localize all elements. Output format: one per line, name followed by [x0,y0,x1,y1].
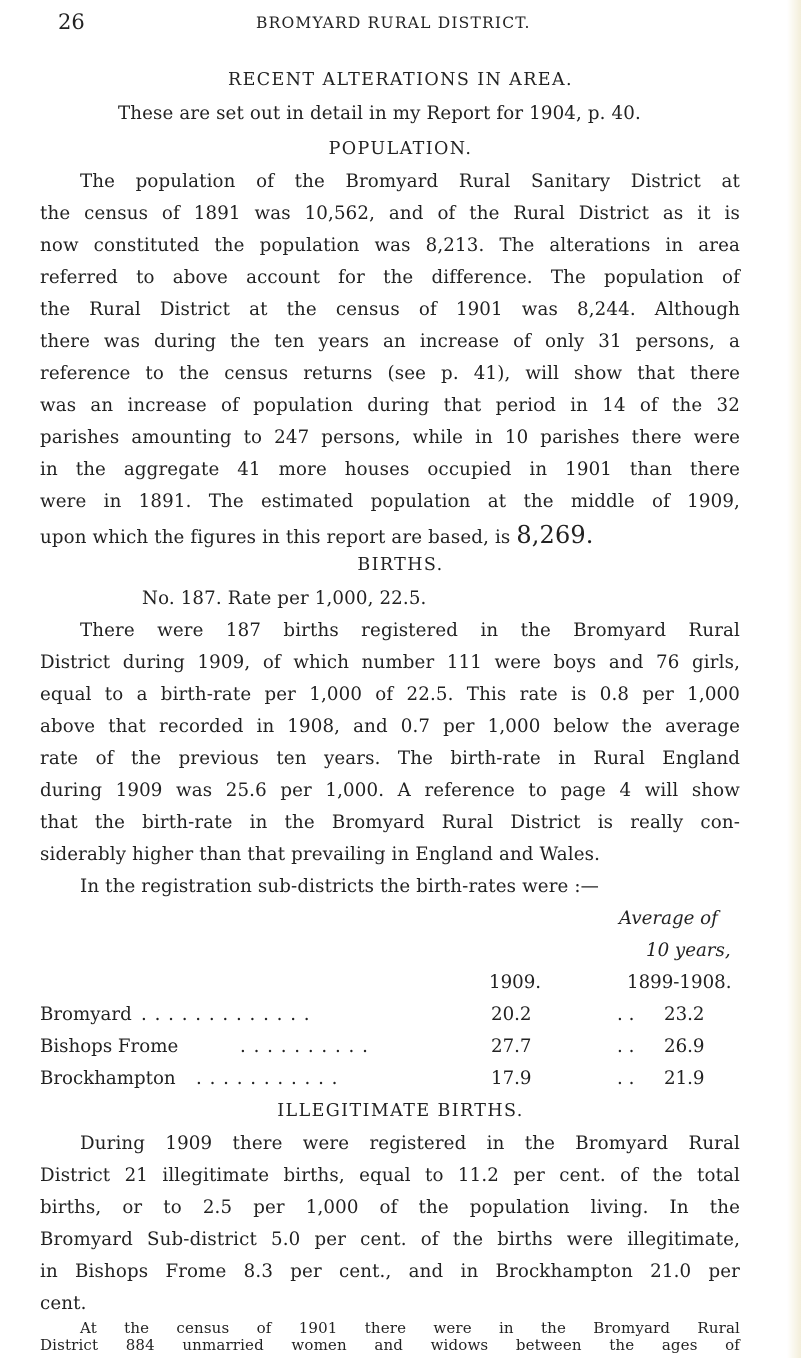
table-avg-header-2: 10 years, [646,940,731,961]
row-value-avg: 23.2 [664,1004,705,1025]
illegitimate-line: District 21 illegitimate births, equal to 11.2 per cent. of the total [40,1165,740,1186]
heading-alterations: RECENT ALTERATIONS IN AREA. [228,70,573,90]
row-district-name: Brockhampton [40,1068,176,1089]
page-edge-shadow [787,0,801,1358]
births-line: There were 187 births registered in the Bromyard Rural [80,620,740,641]
population-line: there was during the ten years an increase of only 31 persons, a [40,331,740,352]
births-line: during 1909 was 25.6 per 1,000. A reference to page 4 will show [40,780,740,801]
row-value-avg: 21.9 [664,1068,705,1089]
heading-births: BIRTHS. [357,555,444,575]
population-line: the census of 1891 was 10,562, and of the Rural District as it is [40,203,740,224]
row-leader: . . . . . . . . . . . . . [141,1004,311,1025]
row-district-name: Bromyard [40,1004,132,1025]
row-district-name: Bishops Frome [40,1036,179,1057]
page-number: 26 [58,10,85,34]
row-leader: . . [617,1068,635,1089]
alterations-text: These are set out in detail in my Report for 1904, p. 40. [118,103,641,124]
row-leader: . . . . . . . . . . [240,1036,369,1057]
population-line: now constituted the population was 8,213. The alterations in area [40,235,740,256]
births-table-intro: In the registration sub-districts the birth-rates were :— [80,876,600,897]
row-leader: . . . . . . . . . . . [196,1068,339,1089]
population-line: was an increase of population during that period in 14 of the 32 [40,395,740,416]
row-value-1909: 20.2 [491,1004,532,1025]
population-line: The population of the Bromyard Rural Sanitary District at [80,171,740,192]
heading-illegitimate-births: ILLEGITIMATE BIRTHS. [277,1101,524,1121]
running-title: BROMYARD RURAL DISTRICT. [256,14,531,32]
census-line: At the census of 1901 there were in the Bromyard Rural [80,1319,740,1337]
population-line: reference to the census returns (see p. 41), will show that there [40,363,740,384]
row-leader: . . [617,1036,635,1057]
illegitimate-line: births, or to 2.5 per 1,000 of the population living. In the [40,1197,740,1218]
population-line: the Rural District at the census of 1901 was 8,244. Although [40,299,740,320]
births-line: siderably higher than that prevailing in England and Wales. [40,844,601,865]
births-line: rate of the previous ten years. The birth-rate in Rural England [40,748,740,769]
table-col-avg-header: 1899-1908. [627,972,732,993]
illegitimate-line: in Bishops Frome 8.3 per cent., and in Brockhampton 21.0 per [40,1261,740,1282]
row-value-1909: 17.9 [491,1068,532,1089]
row-value-avg: 26.9 [664,1036,705,1057]
illegitimate-line: Bromyard Sub-district 5.0 per cent. of the births were illegitimate, [40,1229,740,1250]
births-line: District during 1909, of which number 111 were boys and 76 girls, [40,652,740,673]
row-value-1909: 27.7 [491,1036,532,1057]
population-last-text: upon which the figures in this report are based, is [40,527,511,548]
population-line: referred to above account for the difference. The population of [40,267,740,288]
table-avg-header-1: Average of [619,908,718,929]
births-line: that the birth-rate in the Bromyard Rural District is really con- [40,812,740,833]
population-line: in the aggregate 41 more houses occupied in 1901 than there [40,459,740,480]
births-line: above that recorded in 1908, and 0.7 per 1,000 below the average [40,716,740,737]
population-line: were in 1891. The estimated population at the middle of 1909, [40,491,740,512]
illegitimate-line: During 1909 there were registered in the Bromyard Rural [80,1133,740,1154]
births-summary: No. 187. Rate per 1,000, 22.5. [142,588,427,609]
births-line: equal to a birth-rate per 1,000 of 22.5. This rate is 0.8 per 1,000 [40,684,740,705]
population-line: parishes amounting to 247 persons, while in 10 parishes there were [40,427,740,448]
illegitimate-line: cent. [40,1293,87,1314]
population-estimate: 8,269. [516,521,594,549]
row-leader: . . [617,1004,635,1025]
population-last-line [40,521,594,549]
table-col-1909-header: 1909. [489,972,542,993]
heading-population: POPULATION. [328,139,473,159]
census-line: District 884 unmarried women and widows between the ages of [40,1336,740,1354]
